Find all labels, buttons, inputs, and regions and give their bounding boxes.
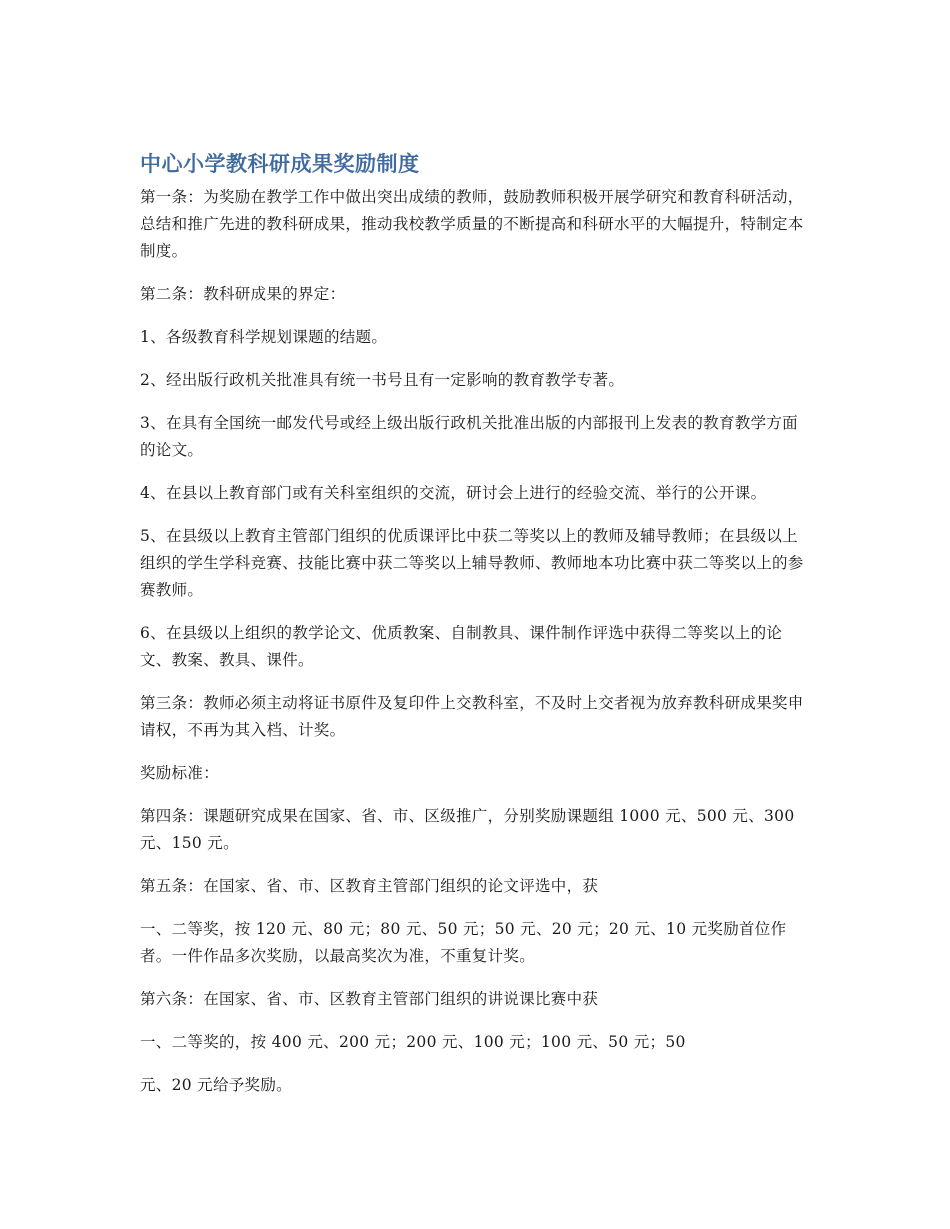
- document-title: 中心小学教科研成果奖励制度: [140, 152, 420, 176]
- paragraph-item-1: 1、各级教育科学规划课题的结题。: [140, 328, 388, 346]
- paragraph-item-3: 3、在具有全国统一邮发代号或经上级出版行政机关批准出版的内部报刊上发表的教育教学方面的论文。: [140, 414, 798, 459]
- document-page: [140, 150, 812, 1115]
- paragraph-item-4: 4、在县以上教育部门或有关科室组织的交流，研讨会上进行的经验交流、举行的公开课。: [140, 484, 767, 502]
- paragraph-article-6-detail: 一、二等奖的，按 400 元、200 元；200 元、100 元；100 元、50 元；50: [140, 1033, 686, 1051]
- paragraph-article-3: 第三条：教师必须主动将证书原件及复印件上交教科室，不及时上交者视为放弃教科研成果奖申请权，不再为其入档、计奖。: [140, 694, 804, 739]
- paragraph-article-1: 第一条：为奖励在教学工作中做出突出成绩的教师，鼓励教师积极开展学研究和教育科研活动，总结和推广先进的教科研成果，推动我校教学质量的不断提高和科研水平的大幅提升，特制定本制度。: [140, 188, 804, 260]
- paragraph-article-5-detail: 一、二等奖，按 120 元、80 元；80 元、50 元；50 元、20 元；20 元、10 元奖励首位作者。一件作品多次奖励，以最高奖次为准，不重复计奖。: [140, 920, 787, 965]
- paragraph-article-6: 第六条：在国家、省、市、区教育主管部门组织的讲说课比赛中获: [140, 990, 599, 1008]
- paragraph-article-2: 第二条：教科研成果的界定：: [140, 285, 346, 303]
- paragraph-item-5: 5、在县级以上教育主管部门组织的优质课评比中获二等奖以上的教师及辅导教师；在县级以上组织的学生学科竞赛、技能比赛中获二等奖以上辅导教师、教师地本功比赛中获二等奖以上的参赛教师。: [140, 527, 804, 599]
- paragraph-reward-standard: 奖励标准：: [140, 764, 220, 782]
- paragraph-item-2: 2、经出版行政机关批准具有统一书号且有一定影响的教育教学专著。: [140, 371, 625, 389]
- paragraph-article-5: 第五条：在国家、省、市、区教育主管部门组织的论文评选中，获: [140, 877, 599, 895]
- paragraph-item-6: 6、在县级以上组织的教学论文、优质教案、自制教具、课件制作评选中获得二等奖以上的论文、教案、教具、课件。: [140, 624, 783, 669]
- paragraph-article-4: 第四条：课题研究成果在国家、省、市、区级推广，分别奖励课题组 1000 元、500 元、300 元、150 元。: [140, 807, 795, 852]
- paragraph-article-6-end: 元、20 元给予奖励。: [140, 1076, 292, 1094]
